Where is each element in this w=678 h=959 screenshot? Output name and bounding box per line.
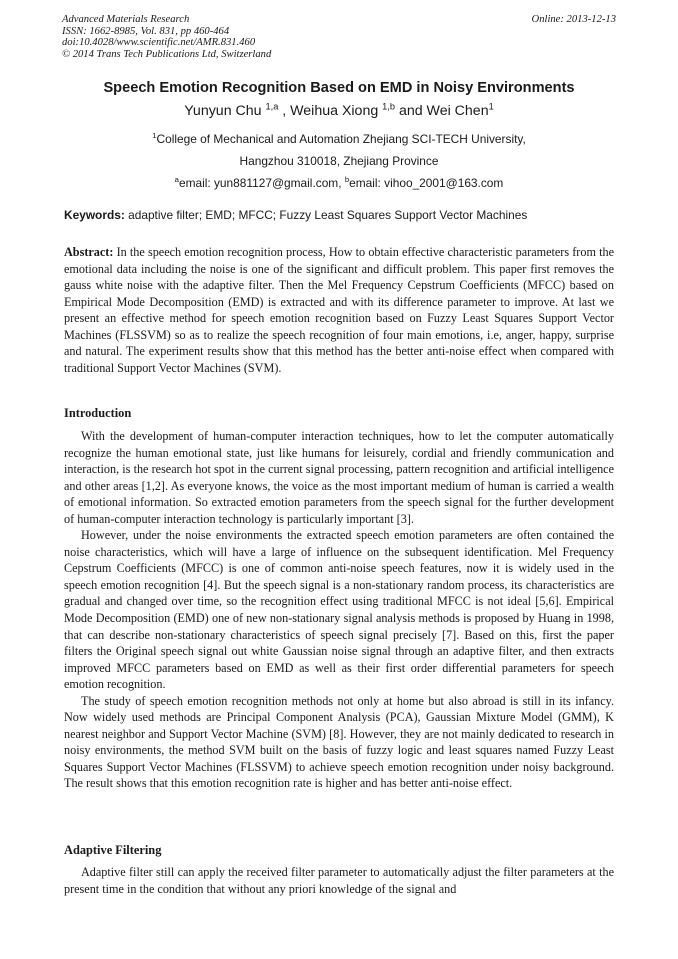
copyright-line: © 2014 Trans Tech Publications Ltd, Switzerland [62, 48, 272, 60]
introduction-heading: Introduction [64, 406, 132, 420]
author-1-superscript: 1,a [265, 101, 279, 112]
email-a: email: yun881127@gmail.com, [178, 176, 345, 190]
issn-line: ISSN: 1662-8985, Vol. 831, pp 460-464 [62, 25, 230, 37]
journal-header [62, 14, 616, 60]
keywords-text: adaptive filter; EMD; MFCC; Fuzzy Least Squares Support Vector Machines [124, 208, 528, 222]
author-3: and Wei Chen [395, 103, 489, 119]
online-date: Online: 2013-12-13 [531, 14, 616, 25]
affiliation-superscript: 1 [152, 131, 157, 141]
abstract-block [64, 244, 614, 376]
intro-paragraph-2: However, under the noise environments the extracted speech emotion parameters are often contained the noise characteristics, which will have a large of influence on the subsequent identification. Mel Frequency Cepstrum Coefficients (MFCC) is one of common anti-noise speech features, now it is widely used in the speech emotion recognition [4]. But the speech signal is a non-stationary random process, its characteristics are gradual and changed over time, so the recognition effect using traditional MFCC is not ideal [5,6]. Empirical Mode Decomposition (EMD) one of new non-stationary signal analysis methods is proposed by Huang in 1998, that can describe non-stationary characteristics of speech signal precisely [7]. Based on this, first the paper filters the Original speech signal out white Gaussian noise signal through an adaptive filter, and then extracts improved MFCC parameters based on EMD as well as their first order differential parameters for speech emotion recognition. [64, 528, 614, 692]
adaptive-filtering-heading: Adaptive Filtering [64, 843, 162, 857]
author-2: , Weihua Xiong [278, 103, 383, 119]
email-b: email: vihoo_2001@163.com [349, 176, 504, 190]
author-list [0, 103, 678, 119]
intro-paragraph-1: With the development of human-computer interaction techniques, how to let the computer automatically recognize the human emotional state, just like humans for leisurely, cordial and friendly communication and interaction, is the research hot spot in the current signal processing, pattern recognition and artificial intelligence and other areas [1,2]. As everyone knows, the voice as the most important medium of human is carried a wealth of emotional information. So extracted emotion parameters from the speech signal for the further development of human-computer interaction technology is particularly important [3]. [64, 429, 614, 526]
adaptive-filtering-body [64, 864, 614, 897]
affiliation-line-1 [0, 132, 678, 146]
paper-title: Speech Emotion Recognition Based on EMD in Noisy Environments [103, 80, 575, 96]
author-2-superscript: 1,b [382, 101, 395, 112]
email-line [0, 176, 678, 190]
intro-paragraph-3: The study of speech emotion recognition methods not only at home but also abroad is still in its infancy. Now widely used methods are Principal Component Analysis (PCA), Gaussian Mixture Model (GMM), K nearest neighbor and Support Vector Machine (SVM) [8]. However, they are not mainly dedicated to research in noisy environments, the method SVM built on the basis of fuzzy logic and least squares named Fuzzy Least Squares Support Vector Machines (FLSSVM) to achieve speech emotion recognition under noisy background. The result shows that this emotion recognition rate is higher and has better anti-noise effect. [64, 693, 614, 791]
affiliation-line-2: Hangzhou 310018, Zhejiang Province [239, 154, 439, 168]
email-b-superscript: b [344, 175, 350, 185]
keywords-label: Keywords: [64, 208, 125, 222]
author-1: Yunyun Chu [184, 103, 266, 119]
journal-name: Advanced Materials Research [62, 14, 190, 25]
keywords [64, 208, 527, 222]
abstract-text: In the speech emotion recognition process, How to obtain effective characteristic parameters from the emotional data including the noise is one of the significant and difficult problem. This paper first removes the gauss white noise with the adaptive filter. Then the Mel Frequency Cepstrum Coefficients (MFCC) based on Empirical Mode Decomposition (EMD) is extracted and with its difference parameter to improve. At last we present an effective method for speech emotion recognition based on Fuzzy Least Squares Support Vector Machines (FLSSVM) so as to realize the speech recognition of four main emotions, i.e, anger, happy, surprise and natural. The experiment results show that this method has the better anti-noise effect when compared with traditional Support Vector Machines (SVM). [64, 245, 614, 375]
adaptive-paragraph-1: Adaptive filter still can apply the received filter parameter to automatically adjust the filter parameters at the present time in the condition that without any priori knowledge of the signal and [64, 865, 614, 896]
doi-line: doi:10.4028/www.scientific.net/AMR.831.460 [62, 37, 256, 48]
author-3-superscript: 1 [488, 101, 494, 112]
affiliation-text: College of Mechanical and Automation Zhejiang SCI-TECH University, [156, 132, 526, 146]
email-a-superscript: a [174, 175, 179, 185]
introduction-body [64, 428, 614, 792]
abstract-paragraph [64, 244, 614, 376]
abstract-label: Abstract: [64, 245, 114, 259]
